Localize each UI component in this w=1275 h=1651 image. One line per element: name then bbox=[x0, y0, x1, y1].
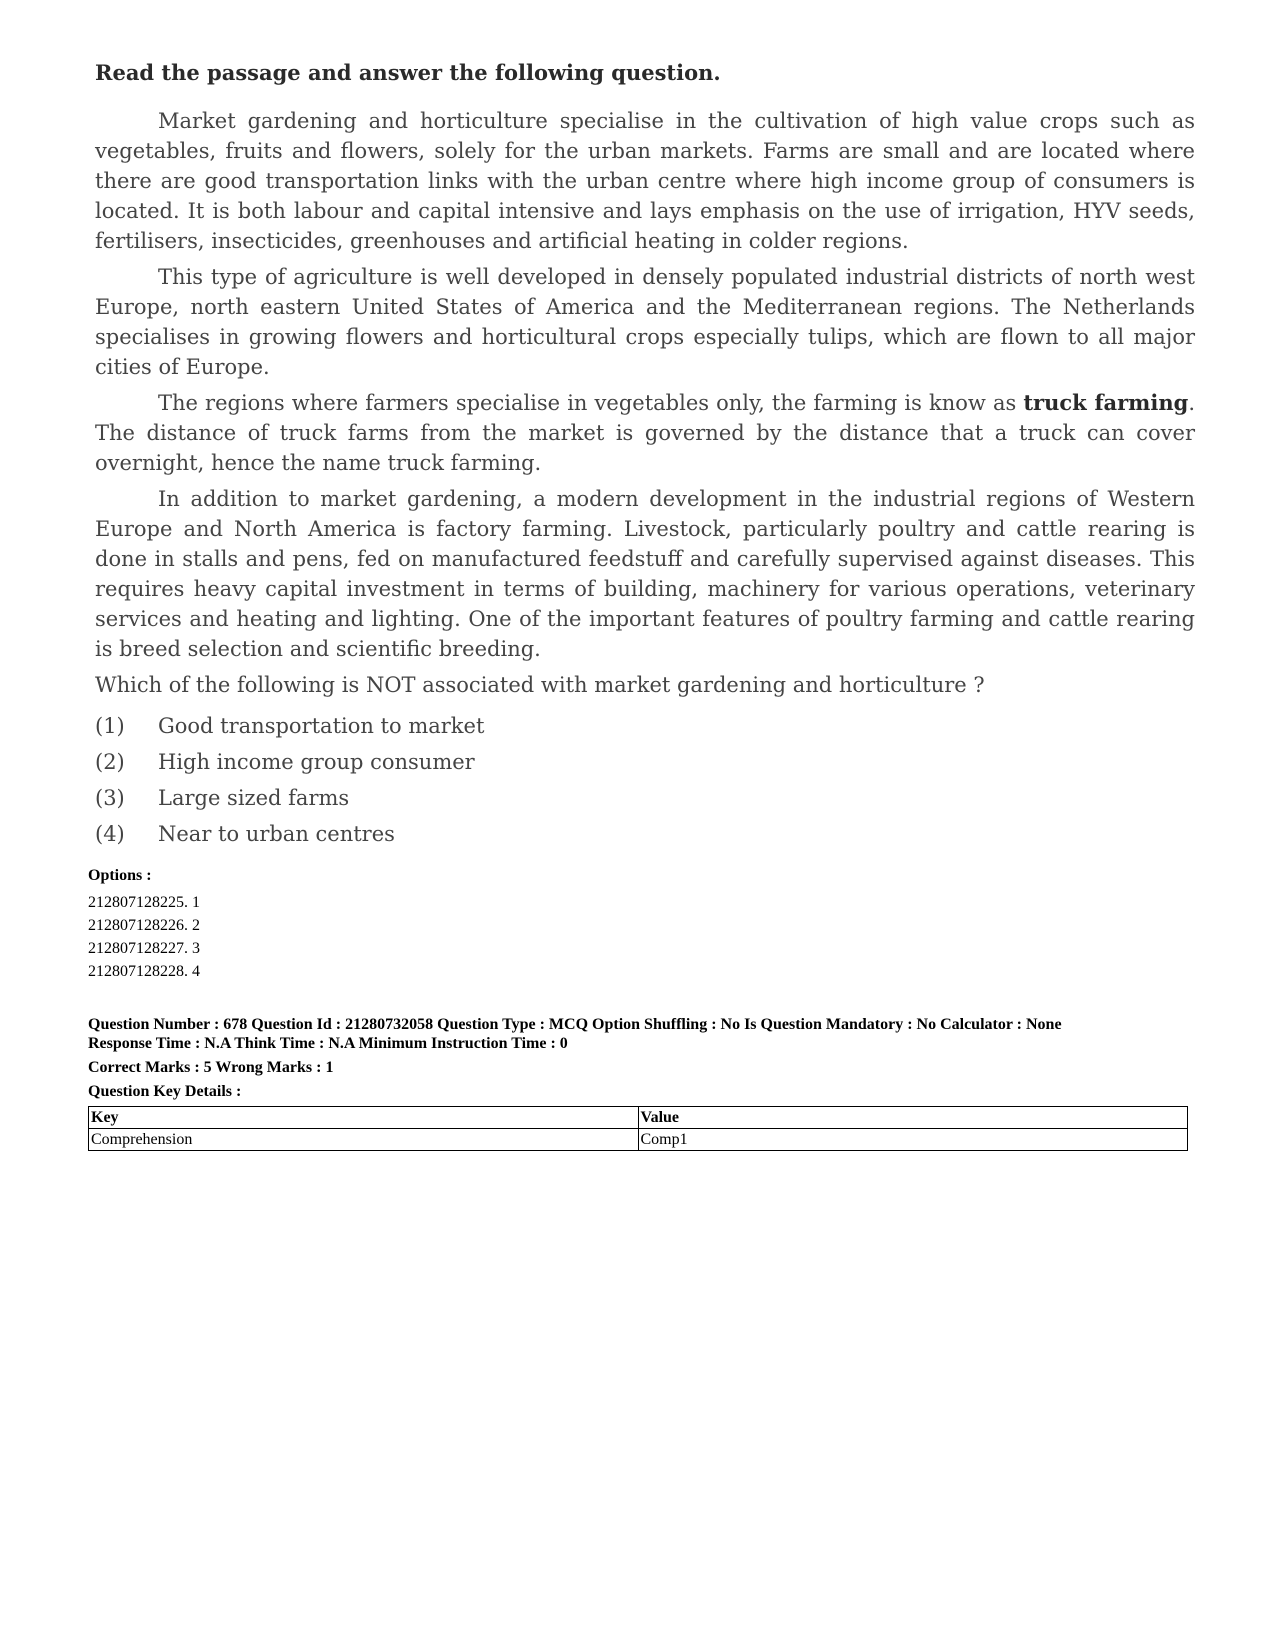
passage-paragraph: In addition to market gardening, a modern development in the industrial regions of Western Europe and North America is factory farming. Livestock, particularly poultry and cattle rearing is done in stalls and pens, fed on manufactured feedstuff and carefully supervised against diseases. This requires heavy capital investment in terms of building, machinery for various operations, veterinary services and heating and lighting. One of the important features of poultry farming and cattle rearing is breed selection and scientific breeding. bbox=[95, 487, 1195, 661]
option-item: 212807128226. 2 bbox=[88, 917, 200, 934]
passage-heading: Read the passage and answer the following question. bbox=[95, 60, 721, 85]
choice-number: (1) bbox=[95, 714, 125, 738]
table-header-value: Value bbox=[638, 1107, 1188, 1129]
choice-item bbox=[95, 780, 1195, 816]
choice-item bbox=[95, 816, 1195, 852]
key-details-table bbox=[88, 1106, 1188, 1151]
passage-paragraph: Market gardening and horticulture specialise in the cultivation of high value crops such as vegetables, fruits and flowers, solely for the urban markets. Farms are small and are located where there are good transportation links with the urban centre where high income group of consumers is located. It is both labour and capital intensive and lays emphasis on the use of irrigation, HYV seeds, fertilisers, insecticides, greenhouses and artificial heating in colder regions. bbox=[95, 109, 1195, 253]
option-item: 212807128225. 1 bbox=[88, 894, 200, 911]
choice-text: Good transportation to market bbox=[158, 714, 485, 738]
key-details-label: Question Key Details : bbox=[88, 1083, 242, 1100]
truck-text-before: The regions where farmers specialise in vegetables only, the farming is know as bbox=[158, 391, 1024, 415]
question-info-line2: Response Time : N.A Think Time : N.A Minimum Instruction Time : 0 bbox=[88, 1035, 568, 1052]
choice-number: (4) bbox=[95, 822, 125, 846]
table-header-row bbox=[89, 1107, 1188, 1129]
passage-paragraph: This type of agriculture is well developed in densely populated industrial districts of north west Europe, north eastern United States of America and the Mediterranean regions. The Netherlands specialises in growing flowers and horticultural crops especially tulips, which are flown to all major cities of Europe. bbox=[95, 265, 1195, 379]
passage-paragraph-truck bbox=[95, 388, 1195, 478]
options-label: Options : bbox=[88, 867, 152, 884]
choice-item bbox=[95, 708, 1195, 744]
table-row bbox=[89, 1129, 1188, 1151]
choice-item bbox=[95, 744, 1195, 780]
choice-number: (3) bbox=[95, 786, 125, 810]
table-cell-key: Comprehension bbox=[89, 1129, 639, 1151]
table-header-key: Key bbox=[89, 1107, 639, 1129]
choice-number: (2) bbox=[95, 750, 125, 774]
truck-term: truck farming bbox=[1023, 390, 1189, 415]
question-info bbox=[88, 1015, 1188, 1053]
passage-scan bbox=[95, 58, 1195, 852]
option-item: 212807128228. 4 bbox=[88, 963, 200, 980]
choice-text: Near to urban centres bbox=[158, 822, 395, 846]
option-item: 212807128227. 3 bbox=[88, 940, 200, 957]
question-text: Which of the following is NOT associated with market gardening and horticulture ? bbox=[95, 673, 985, 697]
marks-info: Correct Marks : 5 Wrong Marks : 1 bbox=[88, 1059, 334, 1076]
table-cell-value: Comp1 bbox=[638, 1129, 1188, 1151]
question-info-line1: Question Number : 678 Question Id : 21280732058 Question Type : MCQ Option Shuffling : No Is Question Mandatory : No Calculator : None bbox=[88, 1016, 1062, 1033]
question-meta bbox=[88, 867, 1188, 1151]
truck-text-after: . The distance of truck farms from the market is governed by the distance that a truck can cover overnight, hence the name truck farming. bbox=[95, 391, 1195, 475]
choice-text: High income group consumer bbox=[158, 750, 475, 774]
choice-text: Large sized farms bbox=[158, 786, 350, 810]
